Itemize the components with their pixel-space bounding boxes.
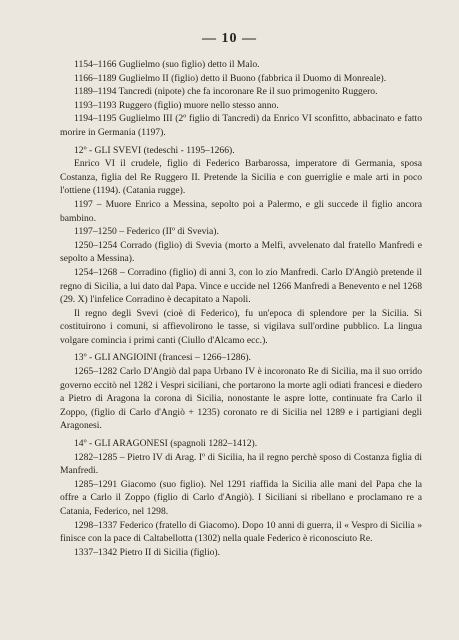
- paragraph: 1193–1193 Ruggero (figlio) muore nello stesso anno.: [74, 99, 279, 111]
- page-body: [60, 58, 422, 559]
- paragraph: 1197–1250 – Federico (IIº di Svevia).: [74, 226, 219, 238]
- paragraph: 1166–1189 Guglielmo II (figlio) detto il Buono (fabbrica il Duomo di Monreale).: [74, 72, 387, 84]
- page-number: — 10 —: [202, 31, 257, 46]
- section-heading: 12º - GLI SVEVI (tedeschi - 1195–1266).: [74, 144, 235, 156]
- paragraph: Enrico VI il crudele, figlio di Federico Barbarossa, imperatore di Germania, sposa Costanza, figlia del Re Ruggero II. Pretende la Sicilia e con guerriglie e male arti in poco l'ottiene (1194). (Catania rugge).: [60, 158, 422, 197]
- paragraph: 1285–1291 Giacomo (suo figlio). Nel 1291 riaffida la Sicilia alle mani del Papa che la offre a Carlo il Zoppo (figlio di Carlo d'Angiò). I Siciliani si ribellano e proclamano re a Catania, Federico, nel 1298.: [60, 478, 422, 517]
- paragraph: 1197 – Muore Enrico a Messina, sepolto poi a Palermo, e gli succede il figlio ancora bambino.: [60, 198, 422, 224]
- paragraph: 1337–1342 Pietro II di Sicilia (figlio).: [74, 546, 221, 558]
- paragraph: 1250–1254 Corrado (figlio) di Svevia (morto a Melfi, avvelenato dal fratello Manfredi e sepolto a Messina).: [60, 239, 422, 265]
- paragraph: 1154–1166 Guglielmo (suo figlio) detto il Malo.: [74, 59, 260, 70]
- section-heading: 14º - GLI ARAGONESI (spagnoli 1282–1412).: [74, 438, 258, 450]
- paragraph: 1194–1195 Guglielmo III (2º figlio di Tancredi) da Enrico VI sconfitto, abbacinato e fatto morire in Germania (1197).: [60, 113, 422, 138]
- paragraph: 1254–1268 – Corradino (figlio) di anni 3, con lo zio Manfredi. Carlo D'Angiò pretende il regno di Sicilia, a lui dato dal Papa. Vince e uccide nel 1266 Manfredi a Benevento e nel 1268 (29. X) l'infelice Corradino è decapitato a Napoli.: [60, 266, 422, 306]
- paragraph: 1189–1194 Tancredi (nipote) che fa incoronare Re il suo primogenito Ruggero.: [74, 86, 378, 98]
- paragraph: 1282–1285 – Pietro IV di Arag. Iº di Sicilia, ha il regno perchè sposo di Costanza figlia di Manfredi.: [60, 451, 422, 477]
- paragraph: Il regno degli Svevi (cioè di Federico), fu un'epoca di splendore per la Sicilia. Si costituirono i comuni, si affievolirono le tasse, si vigilava sull'ordine pubblico. La lingua volgare comincia i primi canti (Ciullo d'Alcamo ecc.).: [60, 307, 422, 346]
- paragraph: 1265–1282 Carlo D'Angiò dal papa Urbano IV è incoronato Re di Sicilia, ma il suo orrido governo eccitò nel 1282 i Vespri siciliani, che portarono la morte agli odiati francesi e diedero a Pietro di Aragona la corona di Sicilia, nonostante le aspre lotte, continuate fra Carlo il Zoppo, (figlio di Carlo d'Angiò + 1235) coronato re di Sicilia nel 1289 e i partigiani degli Aragonesi.: [60, 366, 422, 432]
- section-heading: 13º - GLI ANGIOINI (francesi – 1266–1286).: [74, 352, 251, 364]
- paragraph: 1298–1337 Federico (fratello di Giacomo). Dopo 10 anni di guerra, il « Vespro di Sicilia » finisce con la pace di Caltabellotta (1302) nella quale Federico è riconosciuto Re.: [60, 519, 422, 545]
